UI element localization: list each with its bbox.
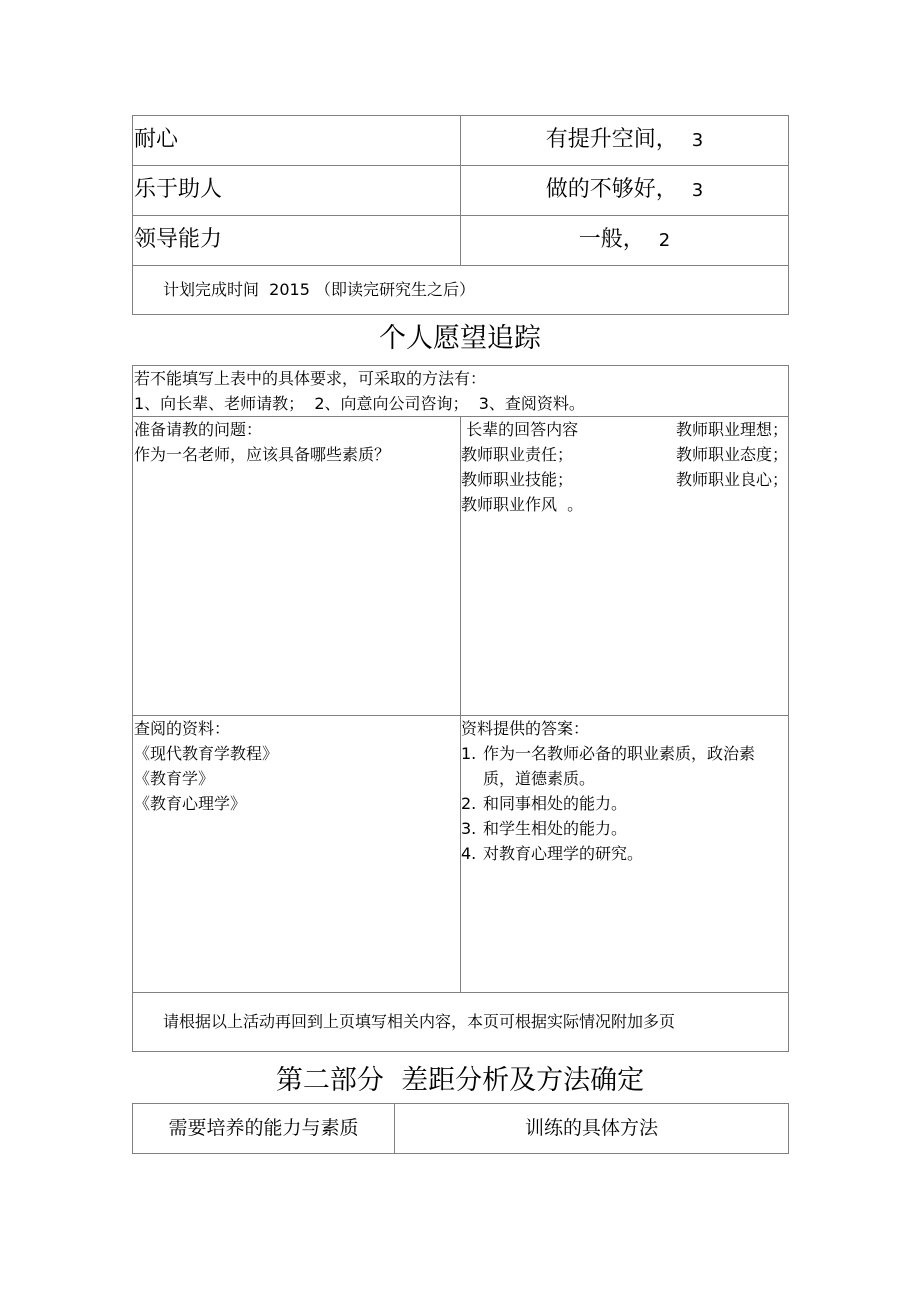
trait-cell: 乐于助人 [133,166,461,216]
wish-tracking-table [132,365,789,1052]
evaluation-cell [461,216,789,266]
table-row [133,993,789,1052]
evaluation-cell [461,116,789,166]
table-row [133,1104,789,1154]
score-value: 3 [691,130,704,151]
answer-line [461,417,788,442]
elder-answer-label: 长辈的回答内容 [461,420,579,439]
list-text: 和同事相处的能力。 [483,794,628,813]
answer-item: 教师职业理想； [675,420,788,439]
list-item [461,741,788,791]
methods-intro [133,366,789,417]
reference-item: 《教育学》 [134,769,215,788]
question-label: 准备请教的问题： [134,420,263,439]
footer-note: 请根据以上活动再回到上页填写相关内容，本页可根据实际情况附加多页 [133,993,789,1052]
answer-item: 教师职业责任； [461,445,574,464]
evaluation-cell [461,166,789,216]
table-row [133,266,789,315]
answer-item: 教师职业作风 。 [461,495,584,514]
table-row [133,417,789,716]
methods-intro-line: 若不能填写上表中的具体要求，可采取的方法有： [134,369,487,388]
list-number: 2. [461,794,477,813]
score-value: 3 [691,180,704,201]
reference-cell [133,716,461,993]
answer-line [461,467,788,492]
ability-table [132,115,789,315]
question-cell [133,417,461,716]
section-title-gap-analysis: 第二部分 差距分析及方法确定 [275,1065,645,1096]
answer-item: 教师职业良心； [675,470,788,489]
list-item [461,791,788,816]
list-item [461,841,788,866]
gap-analysis-table [132,1103,789,1154]
score-value: 2 [658,230,671,251]
evaluation-text: 做的不够好， [545,177,678,202]
section-title-wish-tracking: 个人愿望追踪 [379,323,541,354]
trait-cell: 领导能力 [133,216,461,266]
column-header-methods: 训练的具体方法 [395,1104,789,1154]
reference-answer-cell [461,716,789,993]
question-text: 作为一名老师，应该具备哪些素质？ [134,445,391,464]
list-number: 1. [461,744,477,763]
reference-answer-label: 资料提供的答案： [461,719,590,738]
list-number: 3. [461,819,477,838]
elder-answer-cell [461,417,789,716]
answer-item: 教师职业态度； [675,445,788,464]
trait-cell: 耐心 [133,116,461,166]
answer-item: 教师职业技能； [461,470,574,489]
plan-note [133,266,789,315]
reference-answer-list [461,741,788,866]
reference-item: 《现代教育学教程》 [134,744,279,763]
list-item [461,816,788,841]
list-text: 对教育心理学的研究。 [483,844,644,863]
table-row [133,116,789,166]
table-row [133,166,789,216]
plan-note-text: 计划完成时间 2015 （即读完研究生之后） [163,280,475,299]
answer-line [461,442,788,467]
reference-item: 《教育心理学》 [134,794,247,813]
table-row [133,716,789,993]
list-number: 4. [461,844,477,863]
table-row [133,366,789,417]
evaluation-text: 有提升空间， [545,127,678,152]
reference-label: 查阅的资料： [134,719,231,738]
table-row [133,216,789,266]
methods-list-line: 1、向长辈、老师请教； 2、向意向公司咨询； 3、查阅资料。 [134,394,585,413]
list-text: 作为一名教师必备的职业素质，政治素质，道德素质。 [483,744,756,788]
evaluation-text: 一般， [578,227,645,252]
column-header-abilities: 需要培养的能力与素质 [133,1104,395,1154]
list-text: 和学生相处的能力。 [483,819,628,838]
